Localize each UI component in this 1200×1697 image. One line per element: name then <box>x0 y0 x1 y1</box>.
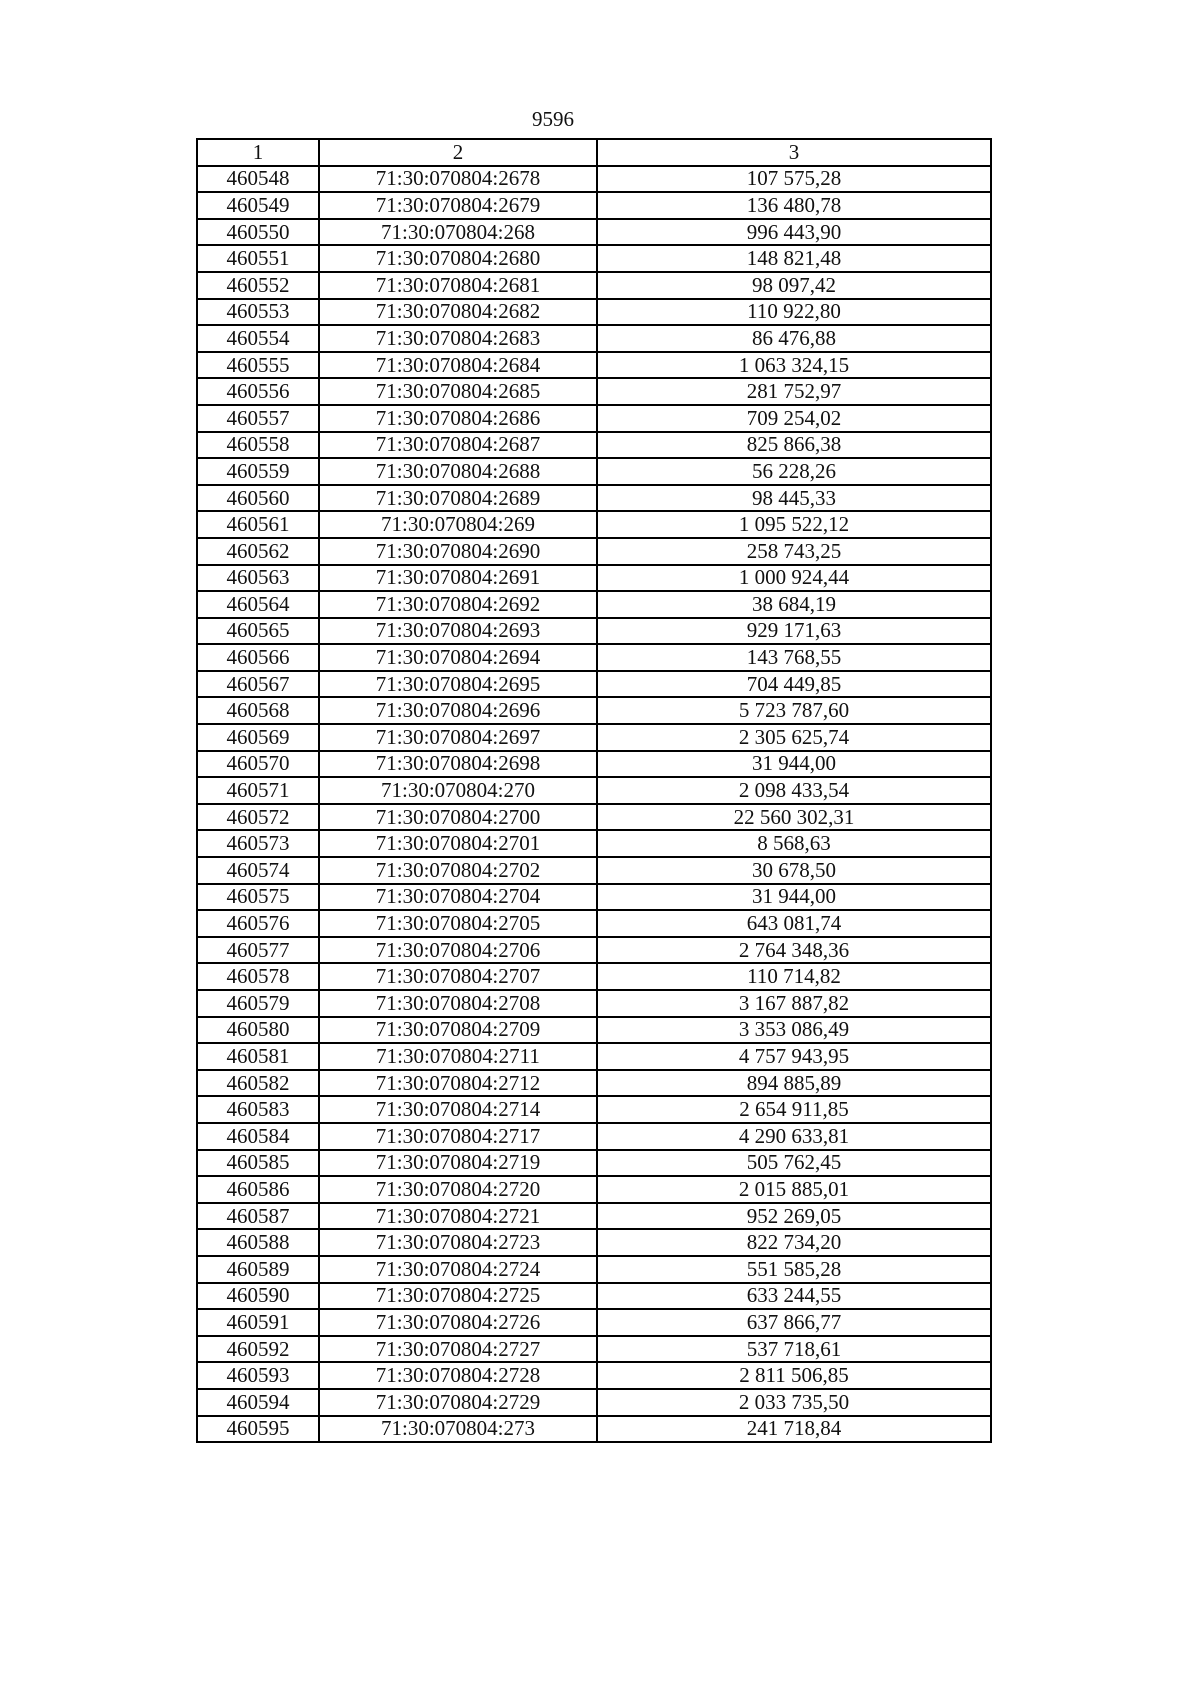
table-row <box>197 272 991 299</box>
table-row <box>197 485 991 512</box>
table-row <box>197 166 991 193</box>
table-row <box>197 511 991 538</box>
table-row <box>197 990 991 1017</box>
cell-cadastral-number: 71:30:070804:2725 <box>319 1283 597 1310</box>
cell-cadastral-number: 71:30:070804:2693 <box>319 618 597 645</box>
cell-cadastral-number: 71:30:070804:2719 <box>319 1150 597 1177</box>
cell-row-number: 460581 <box>197 1043 319 1070</box>
table-row <box>197 1309 991 1336</box>
table-row <box>197 1389 991 1416</box>
cell-cadastral-value: 996 443,90 <box>597 219 991 246</box>
cell-row-number: 460551 <box>197 245 319 272</box>
cell-row-number: 460587 <box>197 1203 319 1230</box>
table-header-row <box>197 139 991 166</box>
cell-cadastral-number: 71:30:070804:269 <box>319 511 597 538</box>
cell-cadastral-number: 71:30:070804:2690 <box>319 538 597 565</box>
table-row <box>197 1123 991 1150</box>
cell-cadastral-number: 71:30:070804:2698 <box>319 751 597 778</box>
cell-row-number: 460591 <box>197 1309 319 1336</box>
cell-cadastral-value: 551 585,28 <box>597 1256 991 1283</box>
cell-cadastral-value: 4 757 943,95 <box>597 1043 991 1070</box>
cell-cadastral-number: 71:30:070804:2701 <box>319 830 597 857</box>
cell-cadastral-value: 894 885,89 <box>597 1070 991 1097</box>
table-row <box>197 325 991 352</box>
cell-cadastral-number: 71:30:070804:2721 <box>319 1203 597 1230</box>
table-row <box>197 192 991 219</box>
table-row <box>197 697 991 724</box>
cell-row-number: 460572 <box>197 804 319 831</box>
cell-cadastral-value: 633 244,55 <box>597 1283 991 1310</box>
cell-cadastral-value: 505 762,45 <box>597 1150 991 1177</box>
cell-cadastral-number: 71:30:070804:273 <box>319 1416 597 1443</box>
cell-cadastral-value: 825 866,38 <box>597 432 991 459</box>
cell-cadastral-value: 2 098 433,54 <box>597 777 991 804</box>
cell-cadastral-number: 71:30:070804:2704 <box>319 884 597 911</box>
cell-cadastral-number: 71:30:070804:2723 <box>319 1229 597 1256</box>
cell-cadastral-number: 71:30:070804:268 <box>319 219 597 246</box>
table-row <box>197 458 991 485</box>
table-row <box>197 804 991 831</box>
cell-cadastral-number: 71:30:070804:2707 <box>319 963 597 990</box>
cell-cadastral-number: 71:30:070804:2711 <box>319 1043 597 1070</box>
table-row <box>197 378 991 405</box>
page-number: 9596 <box>532 107 574 131</box>
cell-cadastral-number: 71:30:070804:2717 <box>319 1123 597 1150</box>
cell-row-number: 460592 <box>197 1336 319 1363</box>
table-row <box>197 1096 991 1123</box>
cell-cadastral-value: 38 684,19 <box>597 591 991 618</box>
table-row <box>197 538 991 565</box>
cell-cadastral-number: 71:30:070804:2681 <box>319 272 597 299</box>
table-row <box>197 1017 991 1044</box>
cell-cadastral-value: 1 095 522,12 <box>597 511 991 538</box>
table-row <box>197 219 991 246</box>
cell-cadastral-number: 71:30:070804:2692 <box>319 591 597 618</box>
cell-row-number: 460556 <box>197 378 319 405</box>
cell-cadastral-number: 71:30:070804:2702 <box>319 857 597 884</box>
cell-row-number: 460586 <box>197 1176 319 1203</box>
table-row <box>197 884 991 911</box>
cell-row-number: 460555 <box>197 352 319 379</box>
cell-cadastral-number: 71:30:070804:2728 <box>319 1362 597 1389</box>
cell-cadastral-value: 3 353 086,49 <box>597 1017 991 1044</box>
cell-row-number: 460554 <box>197 325 319 352</box>
table-row <box>197 1203 991 1230</box>
cell-cadastral-number: 71:30:070804:2708 <box>319 990 597 1017</box>
table-row <box>197 644 991 671</box>
cell-row-number: 460565 <box>197 618 319 645</box>
cell-row-number: 460568 <box>197 697 319 724</box>
cell-row-number: 460557 <box>197 405 319 432</box>
table-row <box>197 1256 991 1283</box>
table-row <box>197 245 991 272</box>
cell-cadastral-value: 704 449,85 <box>597 671 991 698</box>
cell-cadastral-value: 56 228,26 <box>597 458 991 485</box>
cell-cadastral-value: 110 714,82 <box>597 963 991 990</box>
cell-cadastral-number: 71:30:070804:2691 <box>319 565 597 592</box>
cell-row-number: 460582 <box>197 1070 319 1097</box>
cell-cadastral-value: 281 752,97 <box>597 378 991 405</box>
cell-row-number: 460561 <box>197 511 319 538</box>
cell-row-number: 460593 <box>197 1362 319 1389</box>
table-header <box>197 139 991 166</box>
cell-cadastral-number: 71:30:070804:2678 <box>319 166 597 193</box>
cell-row-number: 460574 <box>197 857 319 884</box>
cell-row-number: 460569 <box>197 724 319 751</box>
cell-cadastral-value: 4 290 633,81 <box>597 1123 991 1150</box>
cell-row-number: 460589 <box>197 1256 319 1283</box>
cell-row-number: 460549 <box>197 192 319 219</box>
cell-cadastral-number: 71:30:070804:270 <box>319 777 597 804</box>
table-row <box>197 405 991 432</box>
header-cell-column-2: 2 <box>319 139 597 166</box>
table-row <box>197 352 991 379</box>
table-row <box>197 910 991 937</box>
table-row <box>197 1043 991 1070</box>
cell-cadastral-value: 643 081,74 <box>597 910 991 937</box>
cell-cadastral-value: 110 922,80 <box>597 299 991 326</box>
cell-cadastral-value: 31 944,00 <box>597 751 991 778</box>
cell-row-number: 460575 <box>197 884 319 911</box>
cell-cadastral-number: 71:30:070804:2695 <box>319 671 597 698</box>
cell-cadastral-value: 709 254,02 <box>597 405 991 432</box>
table-row <box>197 777 991 804</box>
cell-row-number: 460578 <box>197 963 319 990</box>
cell-row-number: 460562 <box>197 538 319 565</box>
cell-row-number: 460588 <box>197 1229 319 1256</box>
table-row <box>197 565 991 592</box>
table-row <box>197 857 991 884</box>
cell-cadastral-number: 71:30:070804:2709 <box>319 1017 597 1044</box>
cell-row-number: 460558 <box>197 432 319 459</box>
table-body <box>197 166 991 1443</box>
cell-cadastral-value: 2 305 625,74 <box>597 724 991 751</box>
cell-cadastral-value: 31 944,00 <box>597 884 991 911</box>
cell-cadastral-value: 22 560 302,31 <box>597 804 991 831</box>
table-row <box>197 432 991 459</box>
cell-cadastral-value: 98 445,33 <box>597 485 991 512</box>
header-cell-column-1: 1 <box>197 139 319 166</box>
cell-cadastral-number: 71:30:070804:2720 <box>319 1176 597 1203</box>
cell-row-number: 460595 <box>197 1416 319 1443</box>
cell-cadastral-value: 241 718,84 <box>597 1416 991 1443</box>
cell-cadastral-number: 71:30:070804:2697 <box>319 724 597 751</box>
cell-row-number: 460579 <box>197 990 319 1017</box>
cell-row-number: 460559 <box>197 458 319 485</box>
cell-cadastral-number: 71:30:070804:2682 <box>319 299 597 326</box>
cell-row-number: 460577 <box>197 937 319 964</box>
table-row <box>197 937 991 964</box>
header-cell-column-3: 3 <box>597 139 991 166</box>
cell-cadastral-number: 71:30:070804:2686 <box>319 405 597 432</box>
table-row <box>197 963 991 990</box>
cell-row-number: 460566 <box>197 644 319 671</box>
cell-cadastral-value: 2 015 885,01 <box>597 1176 991 1203</box>
table-row <box>197 671 991 698</box>
cell-cadastral-number: 71:30:070804:2726 <box>319 1309 597 1336</box>
table-row <box>197 299 991 326</box>
table-row <box>197 1070 991 1097</box>
cell-cadastral-value: 107 575,28 <box>597 166 991 193</box>
table-row <box>197 1416 991 1443</box>
cell-cadastral-number: 71:30:070804:2724 <box>319 1256 597 1283</box>
cell-row-number: 460583 <box>197 1096 319 1123</box>
cell-cadastral-value: 2 811 506,85 <box>597 1362 991 1389</box>
cell-row-number: 460571 <box>197 777 319 804</box>
cell-cadastral-number: 71:30:070804:2687 <box>319 432 597 459</box>
cell-cadastral-number: 71:30:070804:2683 <box>319 325 597 352</box>
table-row <box>197 1150 991 1177</box>
cell-row-number: 460594 <box>197 1389 319 1416</box>
cell-cadastral-value: 5 723 787,60 <box>597 697 991 724</box>
cell-cadastral-value: 637 866,77 <box>597 1309 991 1336</box>
cell-cadastral-value: 822 734,20 <box>597 1229 991 1256</box>
cell-cadastral-number: 71:30:070804:2729 <box>319 1389 597 1416</box>
cell-cadastral-value: 8 568,63 <box>597 830 991 857</box>
table-row <box>197 724 991 751</box>
table-row <box>197 1176 991 1203</box>
cell-cadastral-value: 3 167 887,82 <box>597 990 991 1017</box>
cell-cadastral-value: 952 269,05 <box>597 1203 991 1230</box>
cell-cadastral-value: 537 718,61 <box>597 1336 991 1363</box>
cell-cadastral-value: 136 480,78 <box>597 192 991 219</box>
table-row <box>197 1362 991 1389</box>
table-row <box>197 830 991 857</box>
cell-cadastral-number: 71:30:070804:2685 <box>319 378 597 405</box>
cell-cadastral-value: 148 821,48 <box>597 245 991 272</box>
cell-row-number: 460567 <box>197 671 319 698</box>
cell-row-number: 460564 <box>197 591 319 618</box>
cell-cadastral-number: 71:30:070804:2689 <box>319 485 597 512</box>
cell-cadastral-number: 71:30:070804:2712 <box>319 1070 597 1097</box>
cell-cadastral-value: 1 063 324,15 <box>597 352 991 379</box>
cell-row-number: 460563 <box>197 565 319 592</box>
cell-cadastral-number: 71:30:070804:2688 <box>319 458 597 485</box>
table-row <box>197 751 991 778</box>
table-row <box>197 1229 991 1256</box>
cell-cadastral-number: 71:30:070804:2679 <box>319 192 597 219</box>
cell-cadastral-number: 71:30:070804:2680 <box>319 245 597 272</box>
cell-row-number: 460548 <box>197 166 319 193</box>
cell-row-number: 460560 <box>197 485 319 512</box>
cell-cadastral-value: 86 476,88 <box>597 325 991 352</box>
data-table <box>196 138 992 1443</box>
cell-cadastral-value: 143 768,55 <box>597 644 991 671</box>
cell-cadastral-number: 71:30:070804:2714 <box>319 1096 597 1123</box>
cell-row-number: 460553 <box>197 299 319 326</box>
table-row <box>197 1336 991 1363</box>
cell-cadastral-number: 71:30:070804:2694 <box>319 644 597 671</box>
cell-row-number: 460584 <box>197 1123 319 1150</box>
cell-cadastral-number: 71:30:070804:2700 <box>319 804 597 831</box>
cell-cadastral-value: 929 171,63 <box>597 618 991 645</box>
cell-row-number: 460552 <box>197 272 319 299</box>
cell-cadastral-value: 2 033 735,50 <box>597 1389 991 1416</box>
cell-row-number: 460570 <box>197 751 319 778</box>
cell-cadastral-number: 71:30:070804:2706 <box>319 937 597 964</box>
cell-cadastral-value: 98 097,42 <box>597 272 991 299</box>
cell-cadastral-number: 71:30:070804:2684 <box>319 352 597 379</box>
cell-row-number: 460585 <box>197 1150 319 1177</box>
cell-cadastral-value: 2 654 911,85 <box>597 1096 991 1123</box>
cell-row-number: 460576 <box>197 910 319 937</box>
cell-cadastral-value: 1 000 924,44 <box>597 565 991 592</box>
cell-cadastral-number: 71:30:070804:2727 <box>319 1336 597 1363</box>
cell-cadastral-value: 2 764 348,36 <box>597 937 991 964</box>
cell-row-number: 460550 <box>197 219 319 246</box>
table-row <box>197 618 991 645</box>
cell-cadastral-value: 30 678,50 <box>597 857 991 884</box>
cell-cadastral-number: 71:30:070804:2705 <box>319 910 597 937</box>
cell-cadastral-number: 71:30:070804:2696 <box>319 697 597 724</box>
table-row <box>197 1283 991 1310</box>
cell-row-number: 460573 <box>197 830 319 857</box>
cell-cadastral-value: 258 743,25 <box>597 538 991 565</box>
cell-row-number: 460580 <box>197 1017 319 1044</box>
cell-row-number: 460590 <box>197 1283 319 1310</box>
table-row <box>197 591 991 618</box>
